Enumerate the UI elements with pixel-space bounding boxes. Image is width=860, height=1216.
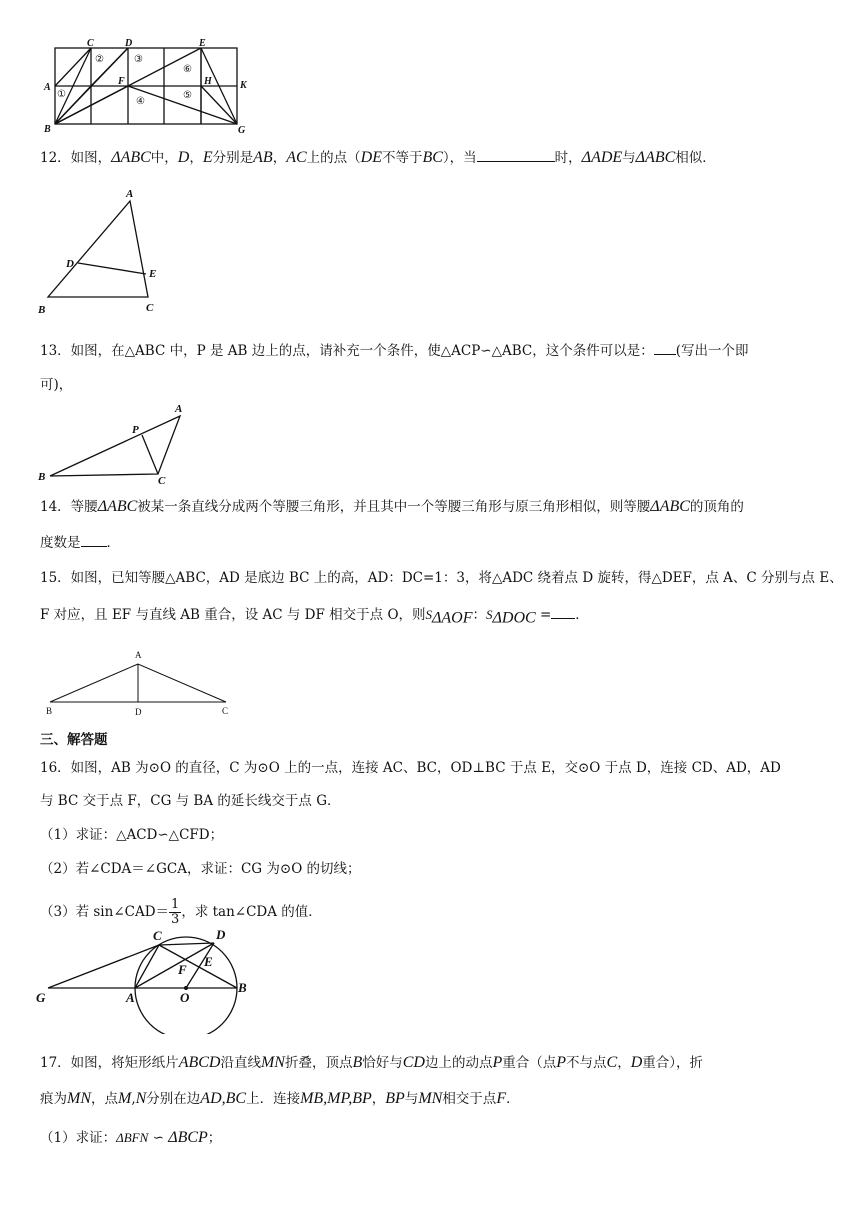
question-14-cont: 度数是 ．	[40, 535, 120, 551]
label-C: C	[222, 706, 229, 716]
region-3: ③	[134, 54, 143, 65]
label-D: D	[125, 38, 133, 49]
question-12: 12．如图，ΔABC中，D，E分别是AB，AC上的点（DE不等于BC），当 时，ΔADE与ΔABC相似．	[40, 149, 716, 166]
label-O: O	[180, 990, 190, 1005]
question-16: 16．如图，AB 为⊙O 的直径，C 为⊙O 上的一点，连接 AC、BC，OD⊥BC 于点 E，交⊙O 于点 D，连接 CD、AD，AD	[40, 760, 781, 776]
label-E: E	[204, 954, 213, 969]
label-D: D	[135, 707, 142, 716]
region-2: ②	[95, 54, 104, 65]
figure-grid-q11	[38, 36, 268, 134]
label-A: A	[126, 990, 135, 1005]
figure-triangle-q15	[40, 646, 240, 716]
label-K: K	[240, 80, 247, 91]
fraction: $\frac{1}{3}$	[171, 897, 180, 927]
label-C: C	[146, 302, 154, 314]
label-E: E	[199, 38, 206, 49]
region-4: ④	[136, 96, 145, 107]
label-E: E	[149, 268, 157, 280]
label-B: B	[38, 471, 46, 483]
label-G: G	[36, 990, 46, 1005]
question-17: 17．如图，将矩形纸片ABCD沿直线MN折叠，顶点B恰好与CD边上的动点P重合（点P不与点C，D重合），折	[40, 1054, 704, 1071]
label-C: C	[158, 475, 166, 484]
region-6: ⑥	[183, 64, 192, 75]
label-P: P	[132, 424, 139, 436]
question-17-cont: 痕为MN，点M,N分别在边AD,BC上．连接MB,MP,BP，BP与MN相交于点F．	[40, 1090, 520, 1107]
label-A: A	[126, 188, 134, 200]
section-heading: 三、解答题	[40, 732, 108, 748]
label-F: F	[178, 962, 187, 977]
answer-blank-15[interactable]	[551, 606, 575, 619]
question-17-part1: （1）求证：ΔBFN ∽ ΔBCP；	[40, 1129, 222, 1146]
question-14: 14．等腰ΔABC被某一条直线分成两个等腰三角形，并且其中一个等腰三角形与原三角形相似，则等腰ΔABC的顶角的	[40, 498, 744, 515]
label-G: G	[238, 125, 246, 134]
label-B: B	[38, 304, 46, 316]
region-5: ⑤	[183, 90, 192, 101]
question-15: 15．如图，已知等腰△ABC，AD 是底边 BC 上的高，AD：DC=1：3，将△ADC 绕着点 D 旋转，得△DEF，点 A、C 分别与点 E、	[40, 570, 843, 586]
label-D: D	[66, 258, 74, 270]
label-D: D	[216, 927, 226, 942]
figure-triangle-q13	[34, 398, 194, 484]
question-13-cont: 可)，	[40, 377, 73, 393]
label-A: A	[44, 82, 51, 93]
question-16-part1: （1）求证：△ACD∽△CFD；	[40, 827, 224, 843]
label-F: F	[118, 76, 125, 87]
label-C: C	[153, 928, 162, 943]
label-B: B	[238, 980, 247, 995]
figure-triangle-q12	[34, 185, 174, 317]
label-B: B	[46, 706, 53, 716]
answer-blank-13[interactable]	[654, 342, 676, 355]
label-H: H	[204, 76, 212, 87]
question-16-cont: 与 BC 交于点 F，CG 与 BA 的延长线交于点 G．	[40, 793, 341, 809]
question-16-part3: （3）若 sin∠CAD＝ $\frac{1}{3}$ ，求 tan∠CDA 的值．	[40, 897, 322, 927]
question-16-part2: （2）若∠CDA＝∠GCA，求证：CG 为⊙O 的切线；	[40, 861, 361, 877]
label-B: B	[44, 124, 51, 134]
figure-circle-q16	[34, 922, 264, 1034]
question-13: 13．如图，在△ABC 中，P 是 AB 边上的点，请补充一个条件，使△ACP∽△ABC，这个条件可以是： (写出一个即	[40, 343, 749, 359]
region-1: ①	[57, 89, 66, 100]
label-C: C	[87, 38, 94, 49]
question-15-cont: F 对应，且 EF 与直线 AB 重合，设 AC 与 DF 相交于点 O，则$S_{\Delta AOF}$：$S_{\Delta DOC}$ = ．	[40, 607, 589, 627]
answer-blank-14[interactable]	[81, 534, 107, 547]
label-A: A	[175, 403, 183, 415]
answer-blank-12[interactable]	[477, 149, 555, 162]
label-A: A	[135, 650, 142, 660]
